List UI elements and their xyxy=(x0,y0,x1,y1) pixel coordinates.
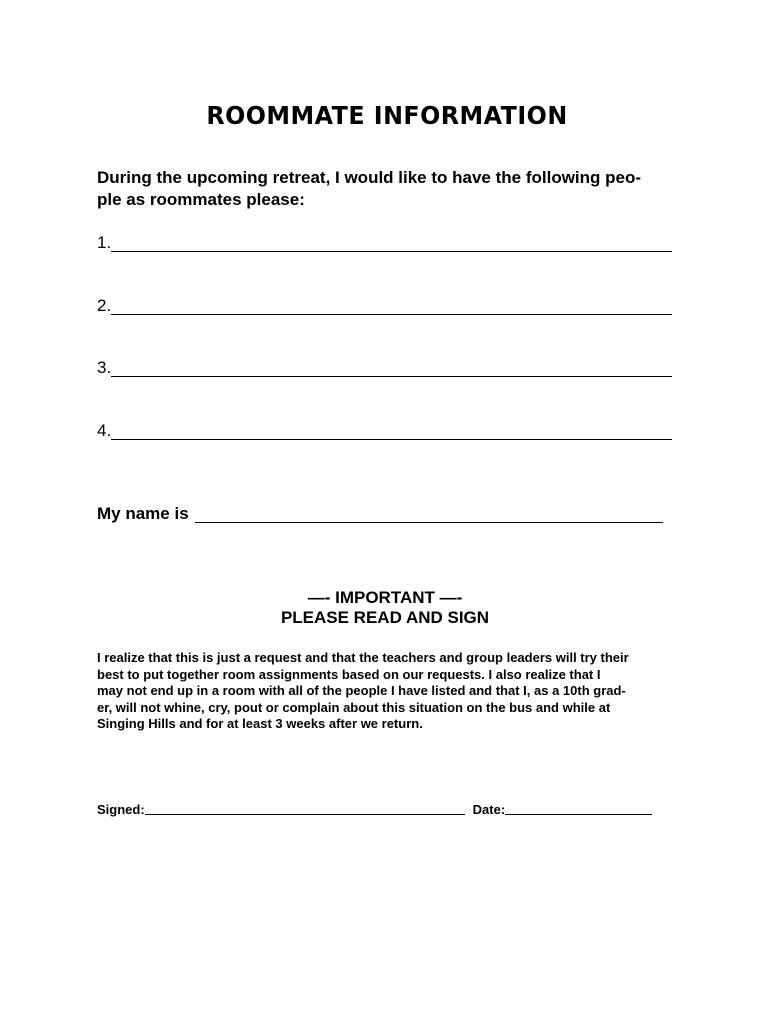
roommate-entry-4[interactable] xyxy=(97,419,672,441)
roommate-entry-label: 1. xyxy=(97,233,112,252)
intro-line: During the upcoming retreat, I would like to have the following peo- xyxy=(97,168,642,187)
statement-line: best to put together room assignments based on our requests. I also realize that I xyxy=(97,666,601,682)
acknowledgement-statement xyxy=(97,650,687,733)
roommate-entry-2[interactable] xyxy=(97,294,672,316)
my-name-field[interactable] xyxy=(97,502,663,524)
statement-line: may not end up in a room with all of the people I have listed and that I, as a 10th grad- xyxy=(97,683,626,698)
signed-label: Signed: xyxy=(97,802,145,817)
roommate-entry-label: 4. xyxy=(97,421,112,440)
intro-paragraph xyxy=(97,167,677,211)
important-subheading: PLEASE READ AND SIGN xyxy=(280,608,490,627)
roommate-entry-line[interactable] xyxy=(111,438,672,440)
date-line[interactable] xyxy=(505,813,652,815)
roommate-entry-1[interactable] xyxy=(97,231,672,253)
statement-line: er, will not whine, cry, pout or complain about this situation on the bus and while at xyxy=(97,699,611,715)
statement-line: I realize that this is just a request and that the teachers and group leaders will try their xyxy=(97,650,629,665)
statement-line: Singing Hills and for at least 3 weeks after we return. xyxy=(97,716,423,731)
signature-row xyxy=(97,797,657,817)
document-title: ROOMMATE INFORMATION xyxy=(206,101,568,130)
intro-line: ple as roommates please: xyxy=(97,190,305,209)
important-heading: —- IMPORTANT —- xyxy=(307,588,463,607)
my-name-label: My name is xyxy=(97,504,189,523)
roommate-entry-label: 3. xyxy=(97,358,112,377)
roommate-entry-line[interactable] xyxy=(111,375,672,377)
date-label: Date: xyxy=(472,802,506,817)
signature-line[interactable] xyxy=(145,813,465,815)
roommate-entry-line[interactable] xyxy=(111,250,672,252)
roommate-entry-3[interactable] xyxy=(97,356,672,378)
my-name-line[interactable] xyxy=(195,521,663,523)
important-notice xyxy=(0,588,770,628)
roommate-entry-label: 2. xyxy=(97,296,112,315)
roommate-entry-line[interactable] xyxy=(111,313,672,315)
